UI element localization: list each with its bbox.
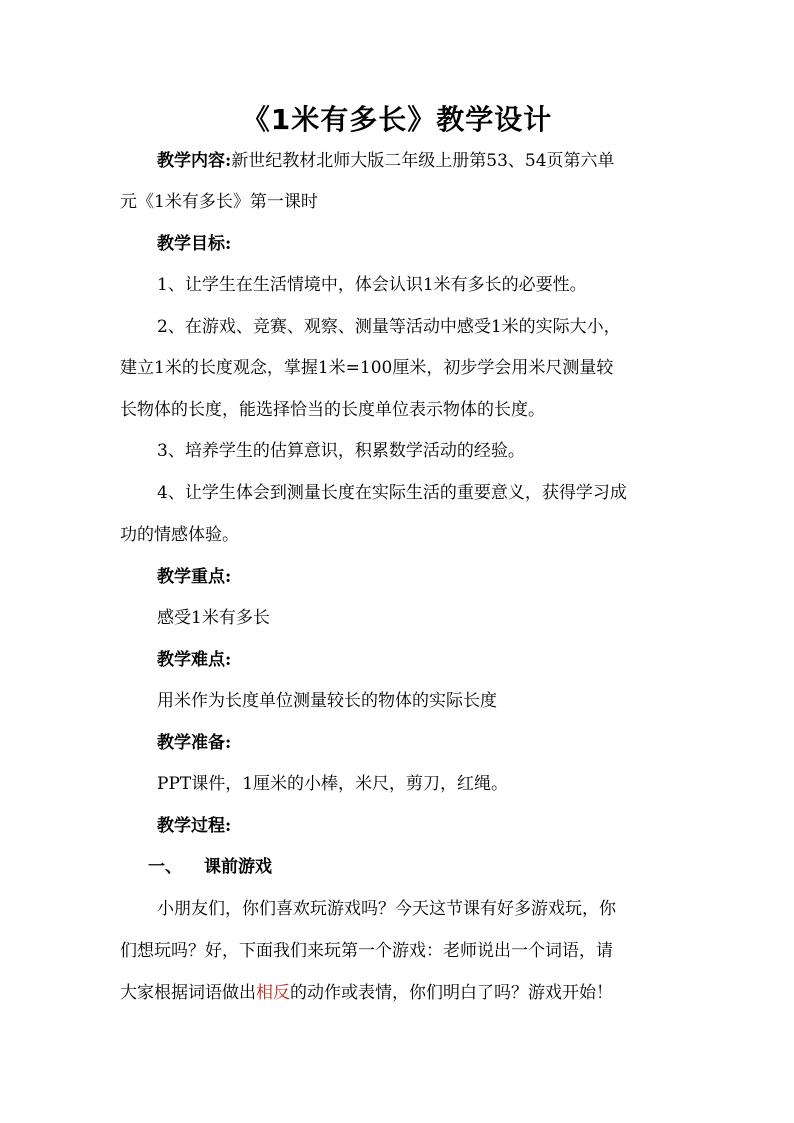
objective-2-line2: 建立1米的长度观念，掌握1米=100厘米，初步学会用米尺测量较 [120, 358, 614, 378]
preparation-text: PPT课件，1厘米的小棒，米尺，剪刀，红绳。 [157, 774, 509, 794]
highlight-word: 相反 [256, 983, 290, 1003]
section-1-heading [148, 856, 708, 878]
key-point-text: 感受1米有多长 [157, 608, 270, 628]
preparation-label: 教学准备: [157, 733, 232, 753]
paragraph-line3 [120, 982, 680, 1004]
section-1-title: 课前游戏 [204, 857, 272, 877]
objective-2-line3: 长物体的长度，能选择恰当的长度单位表示物体的长度。 [120, 400, 545, 420]
process-label: 教学过程: [157, 816, 232, 836]
paragraph-line1: 小朋友们，你们喜欢玩游戏吗？今天这节课有好多游戏玩，你 [157, 899, 616, 919]
difficulty-text: 用米作为长度单位测量较长的物体的实际长度 [157, 691, 497, 711]
key-point-label: 教学重点: [157, 567, 232, 587]
document-title: 《1米有多长》教学设计 [241, 103, 553, 136]
paragraph-line3-end: 的动作或表情，你们明白了吗？游戏开始！ [290, 983, 613, 1003]
difficulty-label: 教学难点: [157, 650, 232, 670]
objective-2-line1: 2、在游戏、竞赛、观察、测量等活动中感受1米的实际大小， [157, 317, 621, 337]
objective-1: 1、让学生在生活情境中，体会认识1米有多长的必要性。 [157, 275, 587, 295]
paragraph-line3-start: 大家根据词语做出 [120, 983, 256, 1003]
section-1-number: 一、 [148, 857, 182, 877]
teaching-content-line1 [157, 150, 717, 172]
objective-3: 3、培养学生的估算意识，积累数学活动的经验。 [157, 441, 525, 461]
teaching-content-line2: 元《1米有多长》第一课时 [120, 192, 318, 212]
teaching-content-label: 教学内容: [157, 151, 232, 171]
objective-4-line1: 4、让学生体会到测量长度在实际生活的重要意义，获得学习成 [157, 483, 627, 503]
objective-4-line2: 功的情感体验。 [120, 525, 239, 545]
paragraph-line2: 们想玩吗？好，下面我们来玩第一个游戏：老师说出一个词语，请 [120, 941, 613, 961]
objectives-label: 教学目标: [157, 234, 232, 254]
teaching-content-text: 新世纪教材北师大版二年级上册第53、54页第六单 [231, 151, 615, 171]
